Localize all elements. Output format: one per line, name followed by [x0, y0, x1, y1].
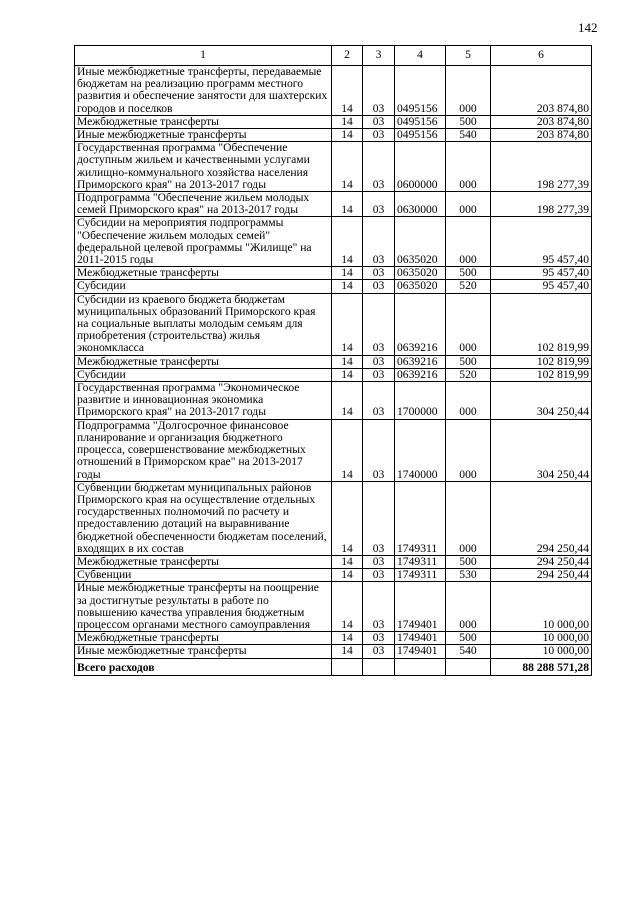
subsection-code: 03	[363, 217, 395, 267]
expense-name: Подпрограмма "Обеспечение жильем молодых семей Приморского края" на 2013-2017 годы	[75, 192, 332, 217]
amount: 294 250,44	[491, 569, 592, 582]
expense-name: Межбюджетные трансферты	[75, 555, 332, 568]
total-row	[75, 658, 592, 675]
section-code: 14	[332, 192, 363, 217]
column-header: 1	[75, 46, 332, 66]
amount: 198 277,39	[491, 142, 592, 192]
amount: 10 000,00	[491, 632, 592, 645]
subsection-code: 03	[363, 267, 395, 280]
table-row	[75, 355, 592, 368]
section-code: 14	[332, 267, 363, 280]
page-number: 142	[578, 20, 598, 35]
subsection-code: 03	[363, 142, 395, 192]
expense-type-code: 530	[446, 569, 491, 582]
expense-type-code: 540	[446, 645, 491, 658]
section-code: 14	[332, 66, 363, 116]
table-row	[75, 645, 592, 658]
target-article-code: 1749401	[395, 582, 446, 632]
target-article-code: 1749401	[395, 645, 446, 658]
amount: 198 277,39	[491, 192, 592, 217]
expense-name: Субсидии	[75, 368, 332, 381]
target-article-code: 1749311	[395, 555, 446, 568]
total-label: Всего расходов	[75, 658, 332, 675]
expense-name: Иные межбюджетные трансферты	[75, 129, 332, 142]
target-article-code: 1749401	[395, 632, 446, 645]
target-article-code: 1740000	[395, 419, 446, 481]
expense-type-code: 000	[446, 142, 491, 192]
subsection-code: 03	[363, 115, 395, 128]
target-article-code: 0639216	[395, 355, 446, 368]
expense-name: Межбюджетные трансферты	[75, 632, 332, 645]
subsection-code: 03	[363, 129, 395, 142]
column-header: 4	[395, 46, 446, 66]
expense-type-code: 500	[446, 632, 491, 645]
subsection-code: 03	[363, 355, 395, 368]
expense-name: Государственная программа "Экономическое развитие и инновационная экономика Приморского края" на 2013-2017 годы	[75, 382, 332, 420]
section-code: 14	[332, 293, 363, 355]
expense-type-code: 000	[446, 217, 491, 267]
table-row	[75, 293, 592, 355]
expenditure-table	[74, 45, 592, 676]
table-row	[75, 129, 592, 142]
expense-name: Субсидии	[75, 280, 332, 293]
target-article-code: 0639216	[395, 293, 446, 355]
table-row	[75, 555, 592, 568]
expense-type-code: 000	[446, 382, 491, 420]
subsection-code: 03	[363, 368, 395, 381]
total-sum: 88 288 571,28	[491, 658, 592, 675]
subsection-code: 03	[363, 481, 395, 555]
column-header: 5	[446, 46, 491, 66]
section-code: 14	[332, 481, 363, 555]
expense-name: Субвенции	[75, 569, 332, 582]
table-row	[75, 382, 592, 420]
amount: 294 250,44	[491, 555, 592, 568]
amount: 304 250,44	[491, 382, 592, 420]
column-header: 2	[332, 46, 363, 66]
table-row	[75, 280, 592, 293]
expense-type-code: 000	[446, 192, 491, 217]
subsection-code: 03	[363, 645, 395, 658]
section-code: 14	[332, 280, 363, 293]
expense-type-code: 520	[446, 280, 491, 293]
section-code: 14	[332, 419, 363, 481]
amount: 304 250,44	[491, 419, 592, 481]
expense-type-code: 000	[446, 481, 491, 555]
section-code: 14	[332, 217, 363, 267]
expense-name: Межбюджетные трансферты	[75, 115, 332, 128]
expense-name: Государственная программа "Обеспечение доступным жильем и качественными услугами жилищно-коммунального хозяйства населения Приморского края" на 2013-2017 годы	[75, 142, 332, 192]
target-article-code: 1749311	[395, 481, 446, 555]
amount: 203 874,80	[491, 129, 592, 142]
section-code: 14	[332, 582, 363, 632]
table-row	[75, 192, 592, 217]
section-code: 14	[332, 632, 363, 645]
section-code: 14	[332, 368, 363, 381]
expense-type-code: 500	[446, 355, 491, 368]
target-article-code: 1749311	[395, 569, 446, 582]
section-code: 14	[332, 645, 363, 658]
subsection-code: 03	[363, 569, 395, 582]
target-article-code: 0635020	[395, 217, 446, 267]
target-article-code: 0495156	[395, 115, 446, 128]
target-article-code: 0495156	[395, 129, 446, 142]
expense-name: Субвенции бюджетам муниципальных районов Приморского края на осуществление отдельных государственных полномочий по расчету и предоставлению дотаций на выравнивание бюджетной обеспеченности бюджетам поселений, входящих в их состав	[75, 481, 332, 555]
header-row	[75, 46, 592, 66]
expense-type-code: 500	[446, 267, 491, 280]
expense-type-code: 520	[446, 368, 491, 381]
expense-name: Подпрограмма "Долгосрочное финансовое планирование и организация бюджетного процесса, совершенствование межбюджетных отношений в Приморском крае" на 2013-2017 годы	[75, 419, 332, 481]
subsection-code: 03	[363, 632, 395, 645]
target-article-code: 0635020	[395, 280, 446, 293]
expense-type-code: 000	[446, 582, 491, 632]
subsection-code: 03	[363, 293, 395, 355]
expense-name: Иные межбюджетные трансферты, передаваемые бюджетам на реализацию программ местного развития и обеспечение занятости для шахтерских городов и поселков	[75, 66, 332, 116]
expense-type-code: 000	[446, 66, 491, 116]
table-row	[75, 582, 592, 632]
expense-name: Межбюджетные трансферты	[75, 267, 332, 280]
expense-type-code: 500	[446, 555, 491, 568]
table-row	[75, 569, 592, 582]
section-code: 14	[332, 129, 363, 142]
table-row	[75, 217, 592, 267]
expense-name: Межбюджетные трансферты	[75, 355, 332, 368]
target-article-code: 0639216	[395, 368, 446, 381]
amount: 95 457,40	[491, 217, 592, 267]
column-header: 6	[491, 46, 592, 66]
amount: 95 457,40	[491, 280, 592, 293]
subsection-code: 03	[363, 582, 395, 632]
expense-type-code: 000	[446, 293, 491, 355]
amount: 102 819,99	[491, 368, 592, 381]
subsection-code: 03	[363, 192, 395, 217]
amount: 10 000,00	[491, 582, 592, 632]
amount: 102 819,99	[491, 355, 592, 368]
amount: 203 874,80	[491, 115, 592, 128]
target-article-code: 0495156	[395, 66, 446, 116]
section-code: 14	[332, 569, 363, 582]
table-row	[75, 115, 592, 128]
amount: 102 819,99	[491, 293, 592, 355]
expense-name: Иные межбюджетные трансферты	[75, 645, 332, 658]
subsection-code: 03	[363, 66, 395, 116]
section-code: 14	[332, 382, 363, 420]
subsection-code: 03	[363, 280, 395, 293]
table-row	[75, 267, 592, 280]
table-row	[75, 142, 592, 192]
expense-type-code: 500	[446, 115, 491, 128]
amount: 203 874,80	[491, 66, 592, 116]
subsection-code: 03	[363, 555, 395, 568]
amount: 95 457,40	[491, 267, 592, 280]
table-row	[75, 481, 592, 555]
column-header: 3	[363, 46, 395, 66]
target-article-code: 0600000	[395, 142, 446, 192]
subsection-code: 03	[363, 419, 395, 481]
section-code: 14	[332, 555, 363, 568]
subsection-code: 03	[363, 382, 395, 420]
amount: 10 000,00	[491, 645, 592, 658]
expense-name: Иные межбюджетные трансферты на поощрение за достигнутые результаты в работе по повышению качества управления бюджетным процессом органами местного самоуправления	[75, 582, 332, 632]
table-row	[75, 368, 592, 381]
target-article-code: 1700000	[395, 382, 446, 420]
expense-name: Субсидии на мероприятия подпрограммы "Обеспечение жильем молодых семей" федеральной целевой программы "Жилище" на 2011-2015 годы	[75, 217, 332, 267]
table-row	[75, 66, 592, 116]
expense-name: Субсидии из краевого бюджета бюджетам муниципальных образований Приморского края на социальные выплаты молодым семьям для приобретения (строительства) жилья экономкласса	[75, 293, 332, 355]
amount: 294 250,44	[491, 481, 592, 555]
target-article-code: 0635020	[395, 267, 446, 280]
target-article-code: 0630000	[395, 192, 446, 217]
table-row	[75, 632, 592, 645]
table-row	[75, 419, 592, 481]
expense-type-code: 540	[446, 129, 491, 142]
expense-type-code: 000	[446, 419, 491, 481]
section-code: 14	[332, 115, 363, 128]
section-code: 14	[332, 355, 363, 368]
section-code: 14	[332, 142, 363, 192]
